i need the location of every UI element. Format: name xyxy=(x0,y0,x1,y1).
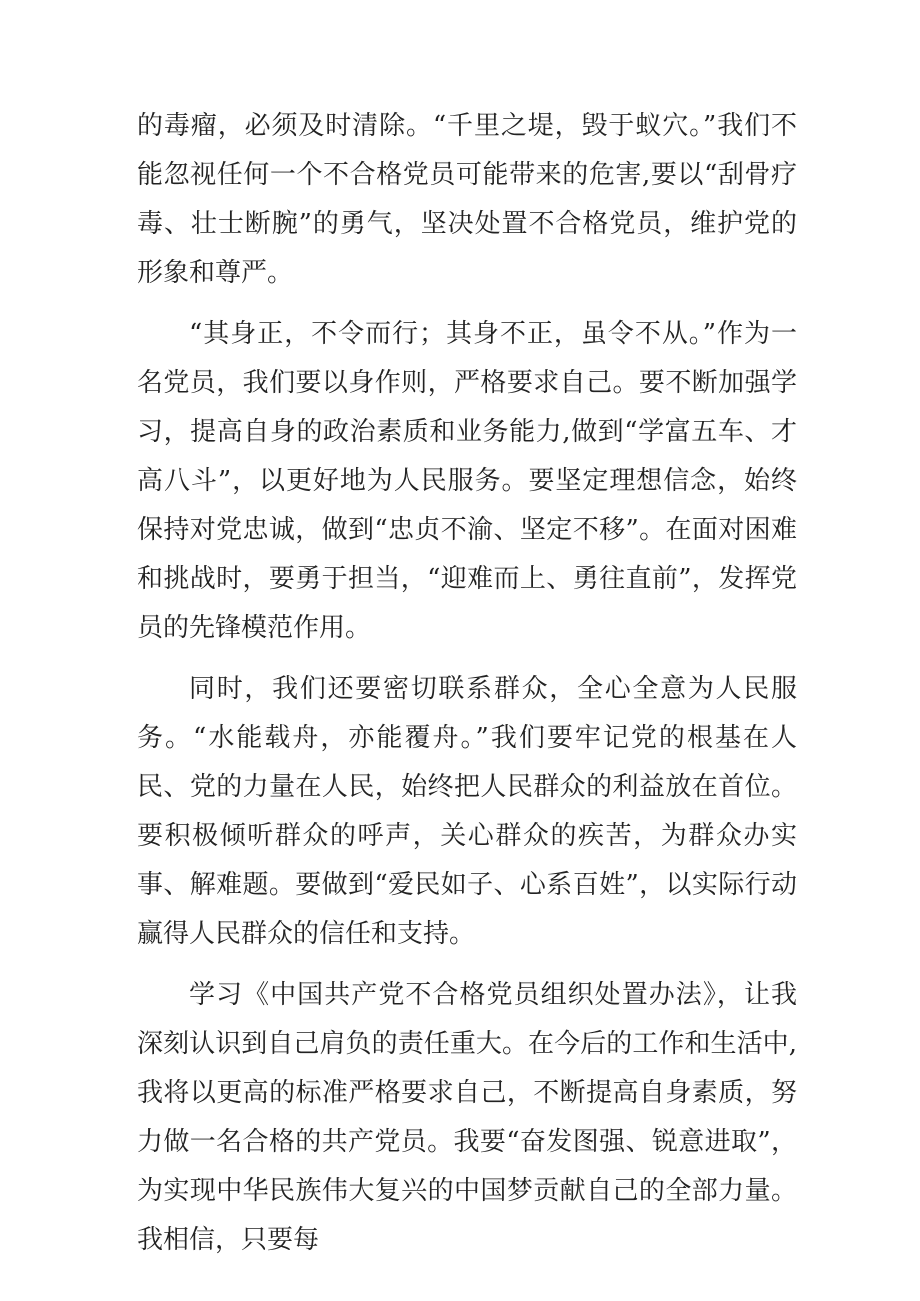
document-body xyxy=(137,102,797,1277)
paragraph-4: 学习《中国共产党不合格党员组织处置办法》，让我深刻认识到自己肩负的责任重大。在今后的工作和生活中,我将以更高的标准严格要求自己，不断提高自身素质，努力做一名合格的共产党员。我要“奋发图强、锐意进取”，为实现中华民族伟大复兴的中国梦贡献自己的全部力量。我相信，只要每 xyxy=(137,980,797,1255)
paragraph-2: “其身正，不令而行；其身不正，虽令不从。”作为一名党员，我们要以身作则，严格要求自己。要不断加强学习，提高自身的政治素质和业务能力,做到“学富五车、才高八斗”，以更好地为人民服务。要坚定理想信念，始终保持对党忠诚，做到“忠贞不渝、坚定不移”。在面对困难和挑战时，要勇于担当，“迎难而上、勇往直前”，发挥党员的先锋模范作用。 xyxy=(137,319,797,643)
paragraph-1: 的毒瘤，必须及时清除。“千里之堤，毁于蚁穴。”我们不能忽视任何一个不合格党员可能带来的危害,要以“刮骨疗毒、壮士断腕”的勇气，坚决处置不合格党员，维护党的形象和尊严。 xyxy=(137,111,797,288)
paragraph-3: 同时，我们还要密切联系群众，全心全意为人民服务。“水能载舟，亦能覆舟。”我们要牢记党的根基在人民、党的力量在人民，始终把人民群众的利益放在首位。要积极倾听群众的呼声，关心群众的疾苦，为群众办实事、解难题。要做到“爱民如子、心系百姓”，以实际行动赢得人民群众的信任和支持。 xyxy=(137,674,797,949)
